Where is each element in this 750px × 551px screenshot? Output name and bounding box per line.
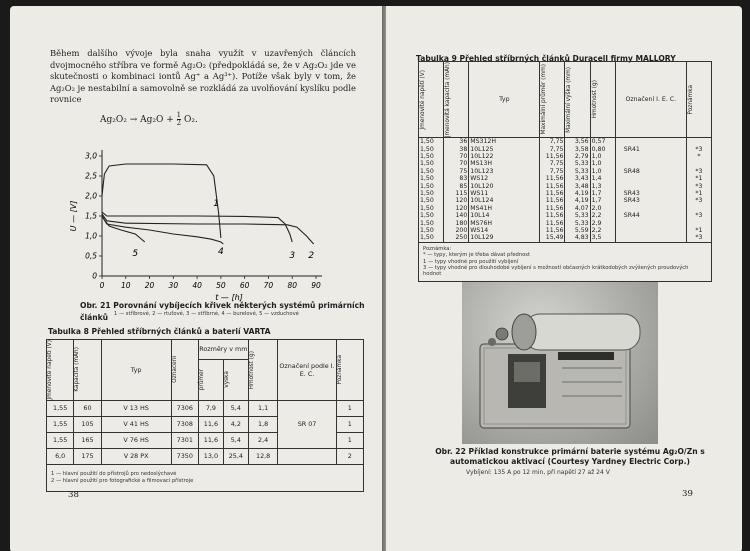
x-tick-label: 90 xyxy=(311,281,321,290)
table-9 xyxy=(418,61,712,282)
table-8 xyxy=(46,339,364,492)
t9-header-note: Poznámka xyxy=(686,62,711,138)
t8-header-iec: Označení podle I. E. C. xyxy=(278,340,336,401)
y-axis-label: U — [V] xyxy=(69,200,78,232)
formula-fraction xyxy=(177,112,181,127)
x-tick-label: 70 xyxy=(263,281,274,290)
t8-header-height: výška xyxy=(223,359,248,400)
t8-header-diameter: průměr xyxy=(198,359,223,400)
decomposition-formula xyxy=(100,112,198,127)
curve-label-1: 1 xyxy=(213,199,220,209)
t9-header-weight: Hmotnost (g) xyxy=(590,62,615,138)
formula-right: O₂. xyxy=(184,115,198,125)
formula-left: Ag₂O₂ → Ag₂O + xyxy=(100,115,174,125)
table-8-title: Tabulka 8 Přehled stříbrných článků a baterií VARTA xyxy=(48,327,271,336)
y-tick-label: 0,5 xyxy=(85,251,97,261)
page-number-left: 38 xyxy=(68,490,79,500)
y-tick-label: 1,5 xyxy=(85,211,97,221)
t9-note-1: * — typy, kterým je třeba dávat přednost xyxy=(423,252,531,259)
x-tick-label: 80 xyxy=(287,281,297,290)
t8-note-1: 1 — hlavní použití do přístrojů pro nedoslýchavé xyxy=(51,471,177,478)
t8-header-marking: Označení xyxy=(171,340,198,401)
x-tick-label: 50 xyxy=(216,281,226,290)
x-tick-label: 60 xyxy=(239,281,250,290)
intro-paragraph: Během dalšího vývoje byla snaha využít v uzavřených článcích dvojmocného stříbra ve formě Ag₂O₂ (předpokládá se, že v Ag₂O₂ jde ve skutečnosti o kombinaci iontů Ag⁺ a Ag³⁺). Potíže však byly v tom, že Ag₂O₂ je nestabilní a samovolně se rozkládá za uvolňování kyslíku podle rovnice xyxy=(50,48,356,105)
figure-21-legend: 1 — stříbrové, 2 — rtuťové, 3 — stříbrné, 4 — burelové, 5 — vzduchové xyxy=(114,311,299,317)
t9-header-capacity: Jmenovitá kapacita (mAh) xyxy=(444,62,469,138)
t8-notes-row xyxy=(47,464,364,491)
t8-header-capacity: Kapacita (mAh) xyxy=(74,340,101,401)
figure-22-subcaption: Vybíjení: 135 A po 12 min, při napětí 27 až 24 V xyxy=(466,469,610,476)
t8-iec-value: SR 07 xyxy=(278,400,336,448)
fraction-numerator: 1 xyxy=(176,111,182,119)
x-tick-label: 0 xyxy=(99,281,105,290)
t9-col-voltage: 1,50 1,50 1,50 1,50 1,50 1,50 1,50 1,50 1,50 1,50 1,50 1,50 1,50 1,50 xyxy=(419,138,444,243)
series-line-2 xyxy=(102,214,314,244)
t9-notes-row xyxy=(419,242,712,281)
curve-label-3: 3 xyxy=(289,251,296,261)
figure-21-caption: Obr. 21 Porovnání vybíjecích křivek některých systémů primárních článků xyxy=(80,301,365,322)
left-page xyxy=(10,6,382,551)
table-9-title: Tabulka 9 Přehled stříbrných článků Duracell firmy MALLORY xyxy=(416,54,676,63)
table-row xyxy=(419,138,712,243)
x-tick-label: 40 xyxy=(192,281,202,290)
y-tick-label: 1,0 xyxy=(85,231,97,241)
table-row: 1,55 165 V 76 HS 7301 11,6 5,4 2,4 1 xyxy=(47,432,364,448)
curve-label-2: 2 xyxy=(308,251,315,261)
series-line-1 xyxy=(102,164,221,238)
x-axis-label: t — [h] xyxy=(215,293,243,302)
t9-header-max-d: Maximální průměr (mm) xyxy=(540,62,565,138)
y-tick-label: 2,0 xyxy=(85,191,97,201)
t9-header-iec: Označení I. E. C. xyxy=(615,62,686,138)
t9-col-note: *3 * *3 *1 *3 *1 *3 *3 *1 *3 xyxy=(686,138,711,243)
series-line-3 xyxy=(102,212,292,242)
t9-note-3: 3 — typy vhodné pro dlouhodobé vybíjení s možností občasných krátkodobých zvýšených proudových hodnot xyxy=(423,265,689,278)
y-tick-label: 3,0 xyxy=(85,151,97,161)
table-row: 6,0 175 V 28 PX 7350 13,0 25,4 12,8 2 xyxy=(47,448,364,464)
t9-col-iec: SR41 SR48 SR43 SR43 SR44 xyxy=(615,138,686,243)
t9-notes-title: Poznámka: xyxy=(423,245,452,252)
discharge-curves-chart xyxy=(10,134,382,324)
t8-header-dims: Rozměry v mm xyxy=(198,340,248,360)
battery-illustration xyxy=(462,282,658,444)
t9-note-2: 1 — typy vhodné pro použití vybíjení xyxy=(423,258,519,265)
y-tick-label: 0 xyxy=(92,271,97,281)
t9-header-voltage: Jmenovité napětí (V) xyxy=(419,62,444,138)
t8-note-2: 2 — hlavní použití pro fotografické a filmovací přístroje xyxy=(51,477,194,484)
x-tick-label: 30 xyxy=(168,281,179,290)
curve-label-4: 4 xyxy=(218,247,224,257)
t9-header-type: Typ xyxy=(469,62,540,138)
t8-header-type: Typ xyxy=(101,340,171,401)
curve-label-5: 5 xyxy=(132,249,139,259)
t9-col-type: MS312H 10L125 10L122 MS13H 10L123 WS12 10L120 WS11 10L124 MS41H 10L14 MS76H WS14 10L129 xyxy=(469,138,540,243)
table-row: 1,55 60 V 13 HS 7306 7,9 5,4 1,1 SR 07 1 xyxy=(47,400,364,416)
t9-header-max-h: Maximální výška (mm) xyxy=(565,62,590,138)
battery-photo xyxy=(462,282,658,444)
t8-header-note: Poznámka xyxy=(336,340,363,401)
t8-header-voltage: Jmenovité napětí (V) xyxy=(47,340,74,401)
x-tick-label: 20 xyxy=(144,281,155,290)
t9-col-weight: 0,57 0,80 1,0 1,0 1,0 1,4 1,3 1,7 1,7 2,0 2,2 2,9 2,2 3,5 xyxy=(590,138,615,243)
t8-header-weight: Hmotnost (g) xyxy=(248,340,278,401)
t9-col-capacity: 36 38 70 70 75 83 85 115 120 120 140 180 200 250 xyxy=(444,138,469,243)
y-tick-label: 2,5 xyxy=(85,171,97,181)
figure-22-caption: Obr. 22 Příklad konstrukce primární baterie systému Ag₂O/Zn s automatickou aktivací (Courtesy Yardney Electric Corp.) xyxy=(435,447,705,466)
page-number-right: 39 xyxy=(682,489,693,499)
t9-col-max-d: 7,75 7,75 11,56 7,75 7,75 11,56 11,56 11,56 11,56 11,56 11,56 11,56 11,56 15,49 xyxy=(540,138,565,243)
x-tick-label: 10 xyxy=(121,281,131,290)
fraction-denominator: 2 xyxy=(176,119,182,127)
t9-col-max-h: 3,56 3,58 2,79 5,33 5,33 3,43 3,48 4,19 4,19 4,07 5,33 5,33 5,59 4,83 xyxy=(565,138,590,243)
table-row: 1,55 105 V 41 HS 7308 11,6 4,2 1,8 1 xyxy=(47,416,364,432)
